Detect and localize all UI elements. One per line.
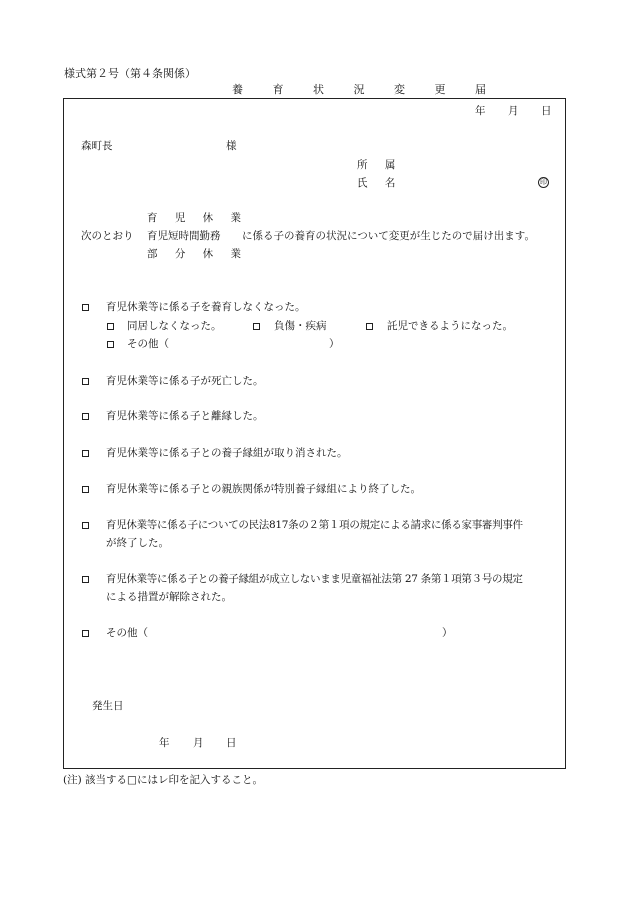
item1-other-open: その他（ [127,338,169,350]
item1-other-close: ） [329,338,340,350]
item3-text: 育児休業等に係る子と離縁した。 [106,410,264,422]
item7-text-line2: による措置が解除された。 [106,591,232,603]
item8-other-close: ） [442,627,453,639]
form-title: 養 育 状 況 変 更 届 [232,83,499,96]
checkbox-item1-injury[interactable] [253,323,260,330]
addressee-honorific: 様 [226,140,237,152]
leave-type-short-hours: 育児短時間勤務 [147,230,221,242]
form-frame [63,98,566,769]
checkbox-item8[interactable] [82,630,89,637]
item6-text-line1: 育児休業等に係る子についての民法817条の２第１項の規定による請求に係る家事審判事件 [106,519,523,531]
intro-prefix: 次のとおり [81,230,134,242]
item7-text-line1: 育児休業等に係る子との養子縁組が成立しないまま児童福祉法第 27 条第１項第３号の規定 [106,573,523,585]
intro-suffix: に係る子の養育の状況について変更が生じたので届け出ます。 [242,230,535,242]
occurrence-day-label: 日 [226,737,237,749]
leave-type-childcare: 育 児 休 業 [147,212,249,224]
occurrence-month-label: 月 [193,737,204,749]
leave-type-partial: 部 分 休 業 [147,248,249,260]
item1-injury-text: 負傷・疾病 [274,320,327,332]
date-day-label: 日 [541,105,552,117]
item4-text: 育児休業等に係る子との養子縁組が取り消された。 [106,447,348,459]
item1-text: 育児休業等に係る子を養育しなくなった。 [106,301,306,313]
checkbox-item7[interactable] [82,576,89,583]
checkbox-item1-other[interactable] [107,341,114,348]
affiliation-label: 所 属 [357,159,403,171]
occurrence-year-label: 年 [159,737,170,749]
checkbox-item1[interactable] [82,304,89,311]
date-year-label: 年 [475,105,486,117]
addressee-name: 森町長 [81,140,113,152]
item8-other-open: その他（ [106,627,148,639]
checkbox-item5[interactable] [82,486,89,493]
occurrence-label: 発生日 [92,700,124,712]
item6-text-line2: が終了した。 [106,537,169,549]
checkbox-item4[interactable] [82,450,89,457]
name-label: 氏 名 [357,177,403,189]
checkbox-item1-daycare[interactable] [366,323,373,330]
seal-mark: 印 [540,178,547,186]
form-number: 様式第２号（第４条関係） [64,67,196,80]
checkbox-item1-cohabit[interactable] [107,323,114,330]
checkbox-item3[interactable] [82,413,89,420]
item1-cohabit-text: 同居しなくなった。 [127,320,222,332]
item2-text: 育児休業等に係る子が死亡した。 [106,375,264,387]
checkbox-item2[interactable] [82,378,89,385]
checkbox-item6[interactable] [82,522,89,529]
footnote: (注) 該当する□にはレ印を記入すること。 [63,774,263,786]
date-month-label: 月 [508,105,519,117]
item1-daycare-text: 託児できるようになった。 [387,320,513,332]
item5-text: 育児休業等に係る子との親族関係が特別養子縁組により終了した。 [106,483,421,495]
